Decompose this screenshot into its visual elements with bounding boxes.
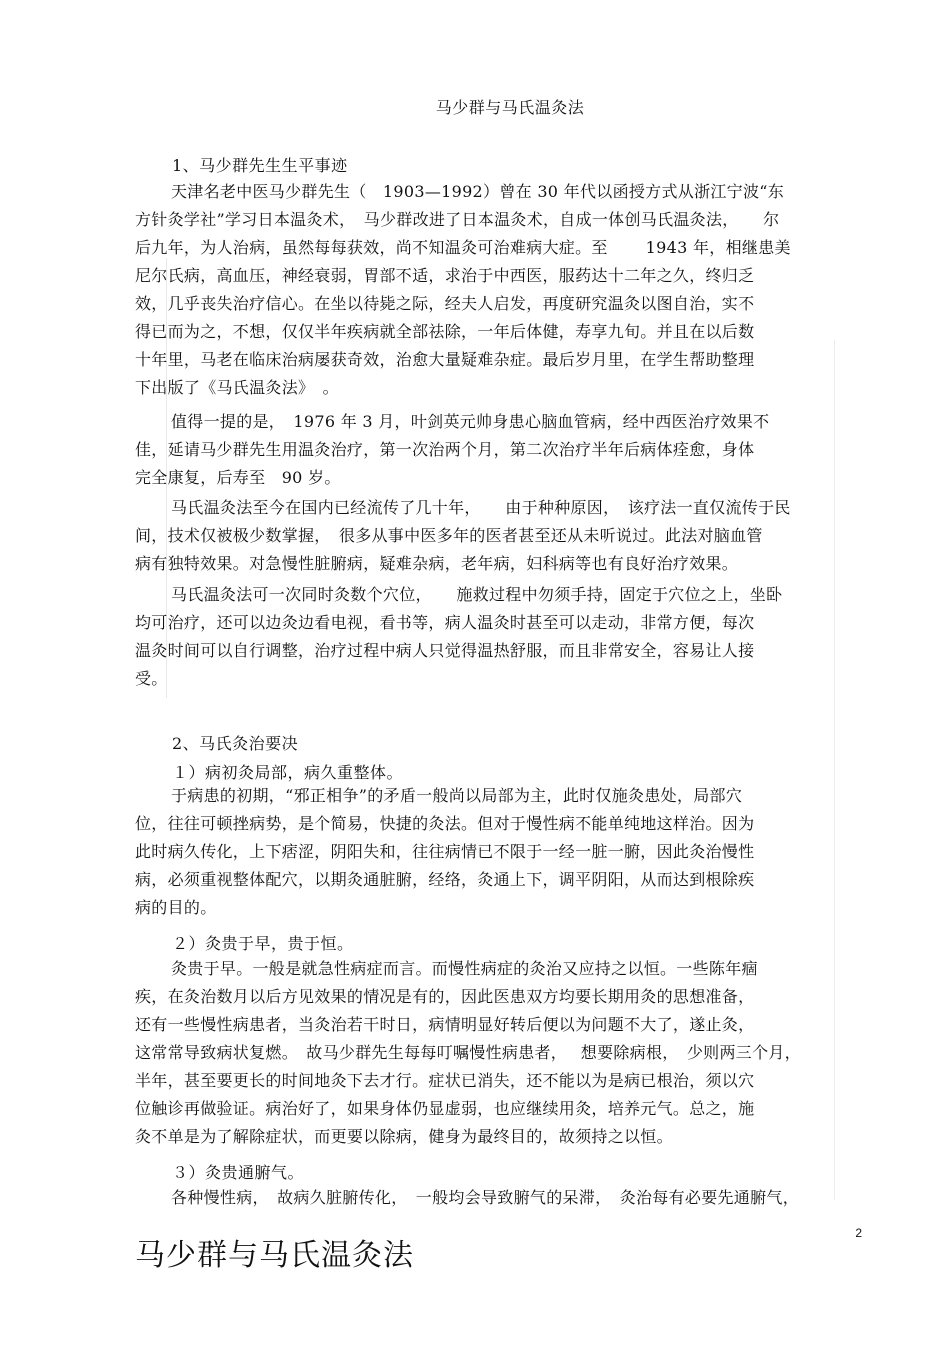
section-heading: 1、马少群先生生平事迹: [172, 156, 348, 175]
paragraph-line: 尼尔氏病，高血压，神经衰弱，胃部不适，求治于中西医，服药达十二年之久，终归乏: [135, 266, 755, 285]
paragraph-line: 各种慢性病， 故病久脏腑传化， 一般均会导致腑气的呆滞， 灸治每有必要先通腑气，: [171, 1188, 800, 1207]
paragraph-line: 灸不单是为了解除症状，而更要以除病，健身为最终目的，故须持之以恒。: [135, 1127, 673, 1146]
paragraph-line: 均可治疗，还可以边灸边看电视，看书等，病人温灸时甚至可以走动，非常方便，每次: [135, 613, 755, 632]
section-heading: 2、马氏灸治要决: [172, 734, 299, 753]
paragraph: [135, 581, 865, 693]
paragraph-line: 方针灸学社”学习日本温灸术， 马少群改进了日本温灸术，自成一体创马氏温灸法， 尔: [135, 210, 780, 229]
paragraph-line: 天津名老中医马少群先生（ 1903—1992）曾在 30 年代以函授方式从浙江宁波“东: [171, 182, 785, 201]
paragraph: [135, 782, 865, 922]
page-number: 2: [855, 1226, 862, 1240]
paragraph-line: 受。: [135, 669, 168, 688]
paragraph: [135, 408, 865, 492]
paragraph-line: 佳，延请马少群先生用温灸治疗，第一次治两个月，第二次治疗半年后病体痊愈，身体: [135, 440, 755, 459]
paragraph-line: 位，往往可顿挫病势，是个简易，快捷的灸法。但对于慢性病不能单纯地这样治。因为: [135, 814, 755, 833]
paragraph-line: 病，必须重视整体配穴，以期灸通脏腑，经络，灸通上下，调平阴阳，从而达到根除疾: [135, 870, 755, 889]
paragraph-line: 马氏温灸法可一次同时灸数个穴位， 施救过程中勿须手持，固定于穴位之上，坐卧: [171, 585, 783, 604]
subsection-heading: １）病初灸局部，病久重整体。: [172, 763, 404, 782]
paragraph-line: 下出版了《马氏温灸法》 。: [135, 378, 339, 397]
paragraph-line: 疾，在灸治数月以后方见效果的情况是有的，因此医患双方均要长期用灸的思想准备，: [135, 987, 755, 1006]
paragraph-line: 完全康复，后寿至 90 岁。: [135, 468, 341, 487]
paragraph-line: 这常常导致病状复燃。 故马少群先生每每叮嘱慢性病患者， 想要除病根， 少则两三个月，: [135, 1043, 801, 1062]
paragraph-line: 还有一些慢性病患者，当灸治若干时日，病情明显好转后便以为问题不大了，遂止灸，: [135, 1015, 755, 1034]
subsection-heading: ２）灸贵于早，贵于恒。: [172, 934, 354, 953]
paragraph-line: 病有独特效果。对急慢性脏腑病，疑难杂病，老年病，妇科病等也有良好治疗效果。: [135, 554, 739, 573]
paragraph: [135, 178, 865, 402]
paragraph-line: 马氏温灸法至今在国内已经流传了几十年， 由于种种原因， 该疗法一直仅流传于民: [171, 498, 791, 517]
paragraph-line: 间，技术仅被极少数掌握， 很多从事中医多年的医者甚至还从未听说过。此法对脑血管: [135, 526, 763, 545]
paragraph-line: 灸贵于早。一般是就急性病症而言。而慢性病症的灸治又应持之以恒。一些陈年痼: [171, 959, 758, 978]
paragraph-line: 十年里，马老在临床治病屡获奇效，治愈大量疑难杂症。最后岁月里，在学生帮助整理: [135, 350, 755, 369]
subsection-heading: ３）灸贵通腑气。: [172, 1163, 305, 1182]
paragraph-line: 后九年，为人治病，虽然每每获效，尚不知温灸可治难病大症。至 1943 年，相继患美: [135, 238, 791, 257]
paragraph-line: 位触诊再做验证。病治好了，如果身体仍显虚弱，也应继续用灸，培养元气。总之，施: [135, 1099, 755, 1118]
paragraph-line: 于病患的初期，“邪正相争”的矛盾一般尚以局部为主，此时仅施灸患处，局部穴: [171, 786, 743, 805]
paragraph: [135, 494, 865, 578]
paragraph-line: 温灸时间可以自行调整，治疗过程中病人只觉得温热舒服，而且非常安全，容易让人接: [135, 641, 755, 660]
paragraph-line: 效，几乎丧失治疗信心。在坐以待毙之际，经夫人启发，再度研究温灸以图自治，实不: [135, 294, 755, 313]
footer-title: 马少群与马氏温灸法: [135, 1238, 414, 1273]
paragraph-line: 病的目的。: [135, 898, 217, 917]
paragraph: [135, 955, 865, 1151]
paragraph: [135, 1184, 865, 1212]
paragraph-line: 值得一提的是， 1976 年 3 月，叶剑英元帅身患心脑血管病，经中西医治疗效果不: [171, 412, 770, 431]
paragraph-line: 得已而为之，不想，仅仅半年疾病就全部祛除，一年后体健，寿享九旬。并且在以后数: [135, 322, 755, 341]
paragraph-line: 半年，甚至要更长的时间地灸下去才行。症状已消失，还不能以为是病已根治，须以穴: [135, 1071, 755, 1090]
paragraph-line: 此时病久传化，上下痞涩，阴阳失和，往往病情已不限于一经一脏一腑，因此灸治慢性: [135, 842, 755, 861]
document-title: 马少群与马氏温灸法: [435, 98, 585, 117]
